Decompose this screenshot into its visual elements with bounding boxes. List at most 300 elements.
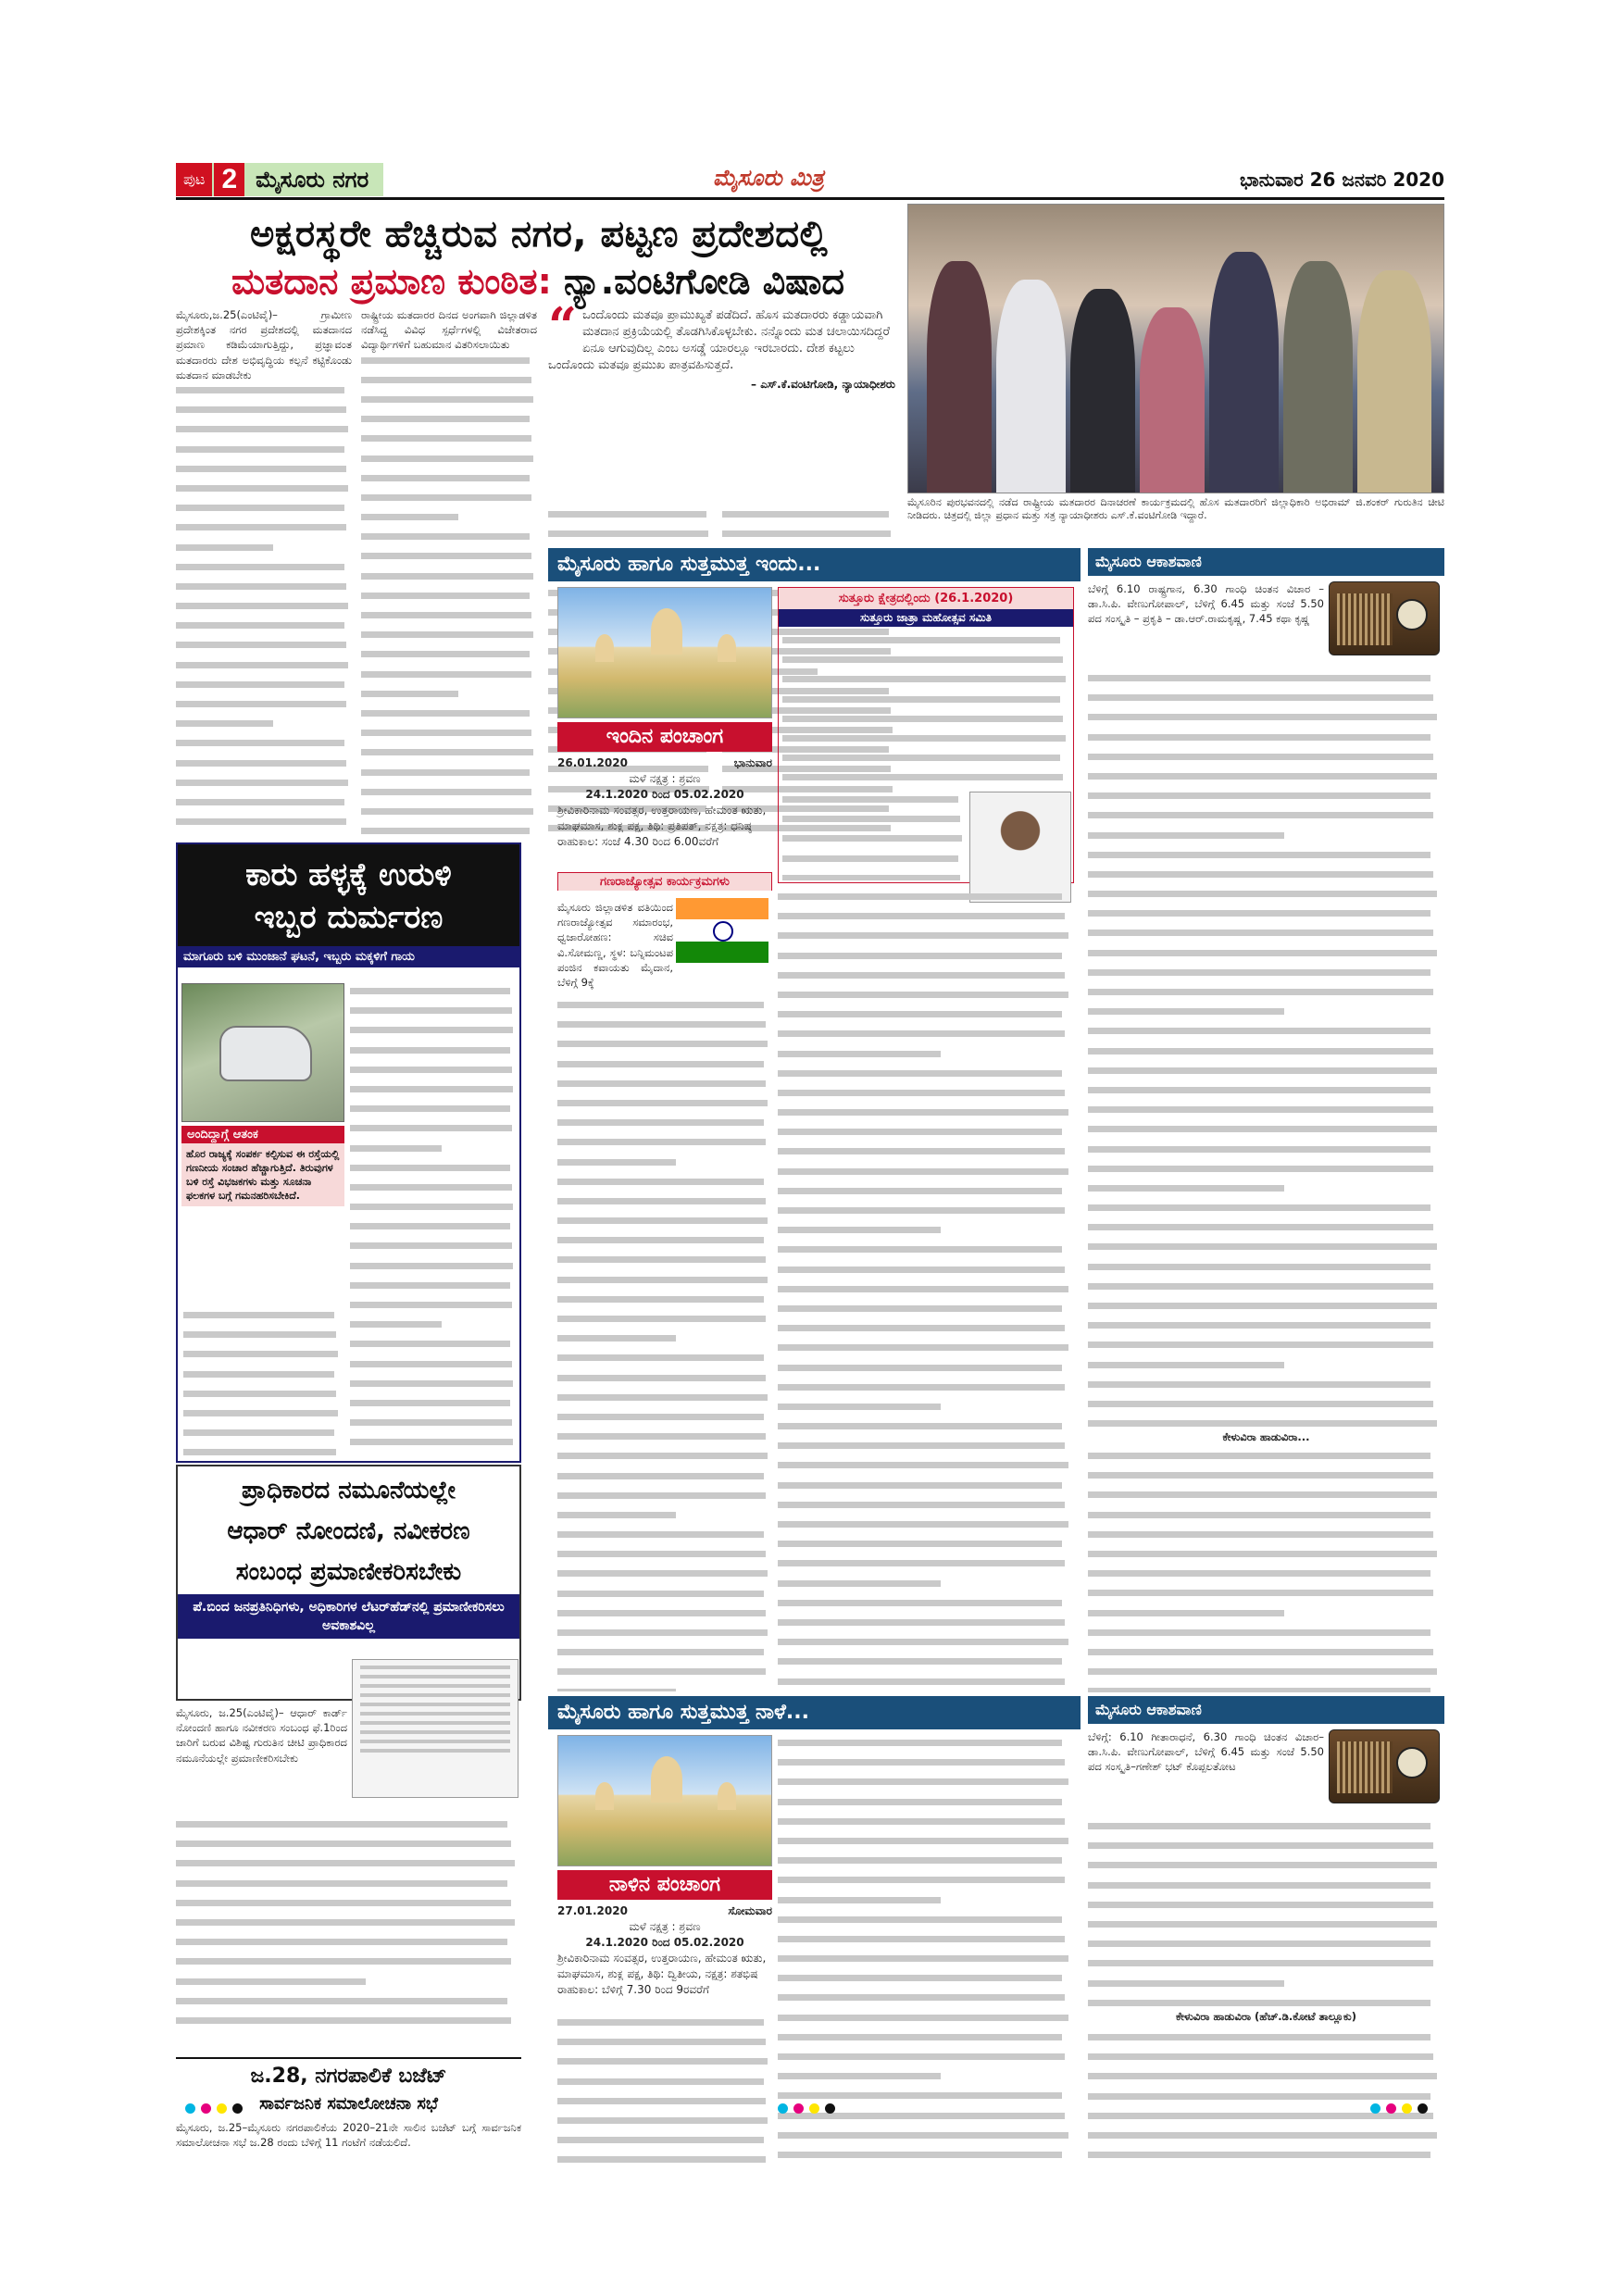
text-line [350, 1242, 517, 1257]
text-line [1088, 1283, 1444, 1298]
text-line [557, 1375, 772, 1390]
tomorrow-events-col2 [778, 1735, 1074, 2166]
text-line [176, 387, 352, 402]
magenta-dot [201, 2103, 211, 2114]
text-line [1088, 675, 1444, 690]
text-line [350, 1145, 517, 1160]
text-line [778, 1975, 1074, 1990]
palace-dome [595, 634, 614, 662]
text-line [557, 1179, 772, 1193]
pull-quote [548, 296, 895, 500]
cyan-dot [185, 2103, 195, 2114]
text-line [183, 1312, 341, 1327]
text-line [350, 1361, 517, 1376]
text-line [176, 406, 352, 421]
lead-headline-line1: ಅಕ್ಷರಸ್ಥರೇ ಹೆಚ್ಚಿರುವ ನಗರ, ಪಟ್ಟಣ ಪ್ರದೇಶದಲ್ಲಿ [250, 213, 829, 256]
text-line [1088, 1106, 1444, 1121]
text-line [1088, 1420, 1444, 1429]
budget-body [176, 2120, 521, 2166]
text-line [183, 1449, 341, 1455]
text-line [361, 455, 537, 470]
today-panchanga-star: ಮಳೆ ನಕ್ಷತ್ರ : ಶ್ರವಣ [629, 772, 701, 785]
lead-headline-black: ನ್ಯಾ.ವಂಟಿಗೋಡಿ ವಿಷಾದ [551, 261, 845, 302]
today-panchanga-date: 26.01.2020 [557, 756, 628, 769]
text-line [350, 1086, 517, 1101]
text-line [778, 1423, 1074, 1438]
text-line [548, 530, 713, 545]
text-line [557, 1610, 772, 1625]
tomorrow-panchanga-title: ನಾಳಿನ ಪಂಚಾಂಗ [557, 1870, 772, 1900]
text-line [1088, 1823, 1444, 1838]
accident-text-bottom [183, 1307, 341, 1455]
republic-day-box [557, 872, 772, 891]
aadhaar-headline-1: ಪ್ರಾಧಿಕಾರದ ನಮೂನೆಯಲ್ಲೇ [241, 1477, 456, 1504]
text-line [557, 1668, 772, 1683]
text-line [350, 1165, 517, 1179]
text-line [557, 1119, 772, 1134]
budget-headline-2: ಸಾರ್ವಜನಿಕ ಸಮಾಲೋಚನಾ ಸಭೆ [259, 2094, 438, 2114]
text-line [778, 1090, 1074, 1104]
text-line [778, 2073, 1074, 2088]
text-line [361, 416, 537, 430]
text-line [778, 1207, 1074, 1222]
text-line [548, 511, 713, 526]
text-line [778, 1759, 1074, 1774]
text-line [1088, 714, 1444, 729]
text-line [183, 1331, 341, 1346]
text-line [176, 2017, 521, 2025]
text-line [361, 651, 537, 666]
palace-image [557, 1735, 772, 1866]
text-line [1088, 1902, 1444, 1916]
text-line [557, 1061, 772, 1076]
text-line [1088, 1688, 1444, 1692]
today-section-header: ಮೈಸೂರು ಹಾಗೂ ಸುತ್ತಮುತ್ತ ಇಂದು... [548, 548, 1081, 581]
today-panchanga [557, 755, 772, 850]
text-line [1088, 1401, 1444, 1416]
text-line [1088, 1087, 1444, 1102]
text-filler [1088, 675, 1444, 1429]
text-line [557, 1217, 772, 1232]
text-line [176, 642, 352, 656]
text-line [778, 1148, 1074, 1163]
text-line [782, 755, 1071, 769]
text-line [778, 1778, 1074, 1793]
text-line [1088, 1531, 1444, 1546]
registration-marks-center [778, 2103, 835, 2114]
yellow-dot [1402, 2103, 1412, 2114]
tomorrow-rahu: ರಾಹುಕಾಲ: ಬೆಳಿಗ್ಗೆ 7.30 ರಿಂದ 9ರವರೆಗೆ [557, 1983, 709, 1996]
text-line [1088, 1166, 1444, 1180]
text-line [361, 435, 537, 450]
text-line [176, 603, 352, 618]
today-panchanga-range: 24.1.2020 ರಿಂದ 05.02.2020 [585, 788, 744, 801]
text-line [778, 1818, 1074, 1833]
text-line [557, 2078, 772, 2093]
text-line [778, 1658, 1074, 1673]
text-line [557, 1473, 772, 1488]
text-line [778, 953, 1074, 967]
text-line [557, 1531, 772, 1546]
text-line [1088, 1842, 1444, 1857]
text-line [778, 913, 1074, 928]
text-line [778, 1442, 1074, 1457]
palace-dome [595, 1782, 614, 1810]
text-line [778, 1305, 1074, 1320]
text-line [778, 1916, 1074, 1931]
lead-dateline: ಮೈಸೂರು,ಜ.25(ಎಂಟಿವೈ)– ಗ್ರಾಮೀಣ ಪ್ರದೇಶಕ್ಕಿಂತ ನಗರ ಪ್ರದೇಶದಲ್ಲಿ ಮತದಾನದ ಪ್ರಮಾಣ ಕಡಿಮೆಯಾಗುತ್ತಿದ್ದು, ಪ್ರಜ್ಞಾವಂತ ಮತದಾರರು ದೇಶ ಅಭಿವೃದ್ಧಿಯ ಕಲ್ಪನೆ ಕಟ್ಟಿಕೊಂಡು ಮತದಾನ ಮಾಡಬೇಕು [176, 308, 352, 381]
text-line [1088, 792, 1444, 807]
text-line [361, 671, 537, 686]
text-line [1088, 812, 1444, 827]
text-line [1088, 1322, 1444, 1337]
text-line [1088, 773, 1444, 788]
text-line [361, 612, 537, 627]
text-line [176, 544, 352, 559]
text-line [1088, 1921, 1444, 1936]
text-line [1088, 871, 1444, 886]
text-line [176, 1841, 521, 1855]
text-line [778, 932, 1074, 947]
black-dot [825, 2103, 835, 2114]
text-line [1088, 1204, 1444, 1219]
text-line [557, 2137, 772, 2152]
radio-tomorrow-body: ಬೆಳಿಗ್ಗೆ: 6.10 ಗೀತಾರಾಧನೆ, 6.30 ಗಾಂಧಿ ಚಿಂತನ ವಿಚಾರ–ಡಾ.ಸಿ.ಪಿ. ವೇಣುಗೋಪಾಲ್, ಬೆಳಿಗ್ಗೆ 6.45 ಮತ್ತು ಸಂಜೆ 5.50 ಪದ ಸಂಸ್ಕೃತಿ–ಗಣೇಶ್ ಭಟ್ ಕೊಪ್ಪಲತೋಟ [1088, 1730, 1324, 1774]
quote-text: ಒಂದೊಂದು ಮತವೂ ಪ್ರಾಮುಖ್ಯತೆ ಪಡೆದಿದೆ. ಹೊಸ ಮತದಾರರು ಕಡ್ಡಾಯವಾಗಿ ಮತದಾನ ಪ್ರಕ್ರಿಯೆಯಲ್ಲಿ ತೊಡಗಿಸಿಕೊಳ್ಳಬೇಕು. ನನ್ನೊಂದು ಮತ ಚಲಾಯಿಸದಿದ್ದರೆ ಏನೂ ಆಗುವುದಿಲ್ಲ ಎಂಬ ಅಸಡ್ಡೆ ಯಾರಲ್ಲೂ ಇರಬಾರದು. ದೇಶ ಕಟ್ಟಲು ಒಂದೊಂದು ಮತವೂ ಪ್ರಮುಖ ಪಾತ್ರವಹಿಸುತ್ತದೆ. [548, 308, 891, 372]
text-line [778, 1857, 1074, 1872]
text-line [176, 1919, 521, 1934]
text-line [350, 1419, 517, 1434]
lead-column-1 [176, 307, 352, 835]
cyan-dot [778, 2103, 788, 2114]
text-line [1088, 1610, 1444, 1625]
text-line [557, 1689, 772, 1691]
today-events-col1b [557, 997, 772, 1691]
text-line [778, 1678, 1074, 1693]
text-line [361, 749, 537, 764]
photo-person [1140, 307, 1205, 493]
text-line [176, 662, 352, 677]
aadhaar-body-2 [176, 1816, 521, 2025]
text-line [361, 396, 537, 411]
issue-date: ಭಾನುವಾರ 26 ಜನವರಿ 2020 [1239, 168, 1444, 191]
text-line [722, 530, 896, 545]
text-line [1088, 1028, 1444, 1042]
text-line [557, 1512, 772, 1527]
text-line [176, 564, 352, 579]
warning-text: ಹೊರ ರಾಜ್ಯಕ್ಕೆ ಸಂಪರ್ಕ ಕಲ್ಪಿಸುವ ಈ ರಸ್ತೆಯಲ್ಲಿ ಗಣನೀಯ ಸಂಚಾರ ಹೆಚ್ಚಾಗುತ್ತಿದೆ. ತಿರುವುಗಳ ಬಳಿ ರಸ್ತೆ ವಿಭಜಕಗಳು ಮತ್ತು ಸೂಚನಾ ಫಲಕಗಳ ಬಗ್ಗೆ ಗಮನಹರಿಸಬೇಕಿದೆ. [186, 1148, 340, 1202]
text-line [1088, 989, 1444, 1004]
text-line [1088, 2152, 1444, 2166]
suttur-box [778, 587, 1074, 883]
paper-logo: ಮೈಸೂರು ಮಿತ್ರ [713, 165, 824, 191]
text-line [361, 828, 537, 835]
text-line [557, 1021, 772, 1036]
radio-icon [1329, 581, 1440, 655]
text-line [557, 1492, 772, 1507]
yellow-dot [217, 2103, 227, 2114]
today-events-col2 [778, 889, 1074, 1692]
text-line [350, 1321, 517, 1336]
palace-dome [651, 1756, 682, 1803]
text-line [176, 1860, 521, 1875]
text-line [1088, 1224, 1444, 1239]
text-line [361, 494, 537, 509]
text-line [557, 1080, 772, 1095]
text-line [176, 701, 352, 716]
text-line [1088, 1381, 1444, 1396]
text-filler [1088, 1453, 1444, 1692]
radio-tomorrow-header: ಮೈಸೂರು ಆಕಾಶವಾಣಿ [1088, 1696, 1444, 1724]
text-line [1088, 1570, 1444, 1585]
text-line [557, 1237, 772, 1252]
text-line [778, 1267, 1074, 1281]
lead-photo [907, 204, 1444, 493]
text-line [350, 1341, 517, 1355]
radio-today-body: ಬೆಳಿಗ್ಗೆ 6.10 ರಾಷ್ಟ್ರಗಾನ, 6.30 ಗಾಂಧಿ ಚಿಂತನ ವಿಚಾರ – ಡಾ.ಸಿ.ಪಿ. ವೇಣುಗೋಪಾಲ್, ಬೆಳಿಗ್ಗೆ 6.45 ಮತ್ತು ಸಂಜೆ 5.50 ಪದ ಸಂಸ್ಕೃತಿ – ಪ್ರಕೃತಿ – ಡಾ.ಆರ್.ರಾಮಕೃಷ್ಣ, 7.45 ಕಥಾ ಕೃಷ್ಣ [1088, 582, 1324, 626]
text-line [176, 760, 352, 775]
text-line [176, 583, 352, 598]
text-filler [350, 988, 517, 1446]
text-line [778, 2015, 1074, 2029]
text-line [350, 1125, 517, 1140]
text-line [778, 1936, 1074, 1951]
text-line [183, 1410, 341, 1425]
text-line [1088, 891, 1444, 905]
text-line [350, 1105, 517, 1120]
text-line [778, 2113, 1074, 2128]
text-line [1088, 1453, 1444, 1467]
page-number: 2 [214, 163, 244, 196]
text-line [557, 1433, 772, 1448]
text-line [1088, 2073, 1444, 2088]
text-line [176, 426, 352, 441]
text-line [782, 774, 1071, 789]
portrait-photo [969, 792, 1071, 903]
aadhaar-headline-2: ಆಧಾರ್ ನೋಂದಣಿ, ನವೀಕರಣ [227, 1517, 470, 1545]
text-line [1088, 2034, 1444, 2049]
text-line [557, 1649, 772, 1664]
text-line [778, 1030, 1074, 1045]
text-line [778, 2034, 1074, 2049]
text-line [778, 972, 1074, 987]
text-line [778, 1384, 1074, 1399]
text-line [782, 696, 1071, 711]
text-line [778, 1462, 1074, 1477]
tomorrow-panchanga-range: 24.1.2020 ರಿಂದ 05.02.2020 [585, 1936, 744, 1949]
text-line [176, 780, 352, 794]
text-line [557, 2039, 772, 2053]
text-line [778, 1404, 1074, 1418]
text-line [557, 1277, 772, 1292]
text-line [778, 1365, 1074, 1379]
black-dot [232, 2103, 243, 2114]
text-line [1088, 1008, 1444, 1023]
today-events-col1 [557, 900, 673, 992]
text-line [1088, 1649, 1444, 1664]
lead-column-2 [361, 307, 537, 835]
text-line [1088, 734, 1444, 749]
text-line [1088, 1341, 1444, 1356]
text-line [557, 1296, 772, 1311]
text-line [557, 1551, 772, 1566]
text-filler [1088, 2034, 1444, 2166]
text-line [778, 1521, 1074, 1536]
text-line [1088, 1185, 1444, 1200]
indian-flag-icon [676, 898, 768, 963]
photo-person [927, 261, 992, 493]
text-line [1088, 1264, 1444, 1279]
text-line [1088, 2113, 1444, 2128]
car-image [219, 1026, 312, 1081]
text-line [361, 631, 537, 646]
text-line [778, 1619, 1074, 1634]
radio-tomorrow-footer: ಕೇಳುವಿರಾ ಹಾಡುವಿರಾ (ಹೆಚ್.ಡಿ.ಕೋಟೆ ತಾಲ್ಲೂಕು) [1176, 2010, 1356, 2023]
text-line [1088, 832, 1444, 847]
today-rahu: ರಾಹುಕಾಲ: ಸಂಜೆ 4.30 ರಿಂದ 6.00ವರೆಗೆ [557, 835, 719, 848]
yellow-dot [809, 2103, 819, 2114]
text-line [176, 622, 352, 637]
text-line [350, 1047, 517, 1062]
text-filler [176, 387, 352, 835]
aadhaar-body [176, 1705, 347, 1816]
text-line [782, 716, 1071, 730]
photo-person [1357, 270, 1431, 493]
text-line [1088, 852, 1444, 867]
text-line [361, 377, 537, 392]
text-filler [557, 1002, 772, 1691]
text-line [557, 1041, 772, 1055]
text-line [778, 1227, 1074, 1242]
text-line [1088, 1960, 1444, 1975]
text-line [557, 2117, 772, 2132]
text-filler [183, 1312, 341, 1455]
text-line [361, 691, 537, 705]
text-line [350, 1007, 517, 1022]
text-line [557, 1002, 772, 1017]
text-line [557, 2058, 772, 2073]
text-line [1088, 1980, 1444, 1995]
text-line [778, 2152, 1074, 2166]
text-line [782, 735, 1071, 750]
text-line [361, 514, 537, 529]
suttur-title: ಸುತ್ತೂರು ಕ್ಷೇತ್ರದಲ್ಲಿಂದು (26.1.2020) [779, 588, 1073, 609]
radio-today-text [1088, 581, 1324, 670]
warning-box [181, 1126, 344, 1206]
text-line [557, 1335, 772, 1350]
text-line [350, 1400, 517, 1415]
text-filler [176, 1821, 521, 2025]
text-line [1088, 1940, 1444, 1955]
text-line [778, 1070, 1074, 1085]
warning-title: ಅಂದಿದ್ದಾಗ್ಗೆ ಆತಂಕ [181, 1126, 344, 1143]
text-line [350, 1067, 517, 1081]
text-line [350, 1439, 517, 1446]
palace-dome [651, 608, 682, 655]
text-line [183, 1351, 341, 1366]
text-line [557, 1100, 772, 1115]
text-line [778, 1188, 1074, 1203]
text-line [782, 637, 1071, 652]
text-line [778, 1799, 1074, 1814]
text-line [361, 730, 537, 744]
aadhaar-form-image [352, 1659, 518, 1798]
accident-story [176, 842, 521, 1463]
text-line [361, 475, 537, 490]
text-line [361, 357, 537, 372]
radio-today-footer: ಕೇಳುವಿರಾ ಹಾಡುವಿರಾ... [1222, 1430, 1310, 1443]
text-line [1088, 1146, 1444, 1161]
photo-person [996, 280, 1066, 493]
text-line [778, 992, 1074, 1006]
radio-tomorrow-text [1088, 1729, 1324, 1818]
lead-headline-red: ಮತದಾನ ಪ್ರಮಾಣ ಕುಂಠಿತ: [231, 261, 552, 302]
text-line [778, 1560, 1074, 1575]
text-line [176, 524, 352, 539]
text-line [176, 1958, 521, 1973]
text-line [361, 789, 537, 804]
text-line [183, 1429, 341, 1444]
text-line [557, 2156, 772, 2166]
text-line [778, 1011, 1074, 1026]
text-line [778, 2132, 1074, 2147]
section-name: ಮೈಸೂರು ನಗರ [256, 167, 369, 193]
text-line [361, 808, 537, 823]
text-line [176, 1880, 521, 1895]
text-line [176, 1821, 521, 1836]
tomorrow-panchanga-day: ಸೋಮವಾರ [728, 1904, 772, 1917]
text-line [557, 1354, 772, 1369]
text-line [778, 1344, 1074, 1359]
text-filler [782, 637, 1071, 790]
text-line [778, 1109, 1074, 1124]
radio-today-text-2 [1088, 670, 1444, 1429]
accident-headline-line2: ಇಬ್ಬರ ದುರ್ಮರಣ [254, 899, 443, 936]
lead-col2-intro: ರಾಷ್ಟ್ರೀಯ ಮತದಾರರ ದಿನದ ಅಂಗವಾಗಿ ಜಿಲ್ಲಾಡಳಿತ ನಡೆಸಿದ್ದ ವಿವಿಧ ಸ್ಪರ್ಧೆಗಳಲ್ಲಿ ವಿಜೇತರಾದ ವಿದ್ಯಾರ್ಥಿಗಳಿಗೆ ಬಹುಮಾನ ವಿತರಿಸಲಾಯಿತು [361, 308, 537, 352]
text-line [778, 1482, 1074, 1497]
text-line [1088, 1472, 1444, 1487]
text-line [782, 796, 966, 811]
text-line [183, 1391, 341, 1405]
text-line [1088, 1551, 1444, 1566]
radio-tomorrow-text-3 [1088, 2029, 1444, 2166]
text-line [1088, 1668, 1444, 1683]
text-line [1088, 1067, 1444, 1082]
text-line [350, 1223, 517, 1238]
lead-photo-caption: ಮೈಸೂರಿನ ಪುರಭವನದಲ್ಲಿ ನಡೆದ ರಾಷ್ಟ್ರೀಯ ಮತದಾರರ ದಿನಾಚರಣೆ ಕಾರ್ಯಕ್ರಮದಲ್ಲಿ ಹೊಸ ಮತದಾರರಿಗೆ ಜಿಲ್ಲಾಧಿಕಾರಿ ಅಭಿರಾಮ್ ಜಿ.ಶಂಕರ್ ಗುರುತಿನ ಚೀಟಿ ನೀಡಿದರು. ಚಿತ್ರದಲ್ಲಿ ಜಿಲ್ಲಾ ಪ್ರಧಾನ ಮತ್ತು ಸತ್ರ ನ್ಯಾಯಾಧೀಶರು ಎಸ್.ಕೆ.ವಂಟಿಗೋಡಿ ಇದ್ದಾರೆ. [907, 496, 1444, 521]
text-filler [778, 1740, 1074, 2166]
text-line [778, 1994, 1074, 2009]
text-line [557, 2098, 772, 2113]
tomorrow-panchanga-star: ಮಳೆ ನಕ್ಷತ್ರ : ಶ್ರವಣ [629, 1920, 701, 1933]
text-line [778, 1502, 1074, 1516]
text-line [782, 875, 966, 880]
text-line [782, 676, 1071, 691]
photo-person [1070, 289, 1135, 493]
text-line [176, 1998, 521, 2013]
text-line [557, 1629, 772, 1644]
aadhaar-headline-3: ಸಂಬಂಧ ಪ್ರಮಾಣೀಕರಿಸಬೇಕು [235, 1558, 462, 1586]
text-filler [782, 796, 966, 880]
text-line [778, 1541, 1074, 1555]
text-line [557, 1316, 772, 1330]
text-line [778, 2053, 1074, 2068]
text-line [557, 1256, 772, 1271]
magenta-dot [1386, 2103, 1396, 2114]
registration-marks-right [1370, 2103, 1428, 2114]
text-line [350, 1204, 517, 1218]
tomorrow-events-col1 [557, 2015, 772, 2166]
